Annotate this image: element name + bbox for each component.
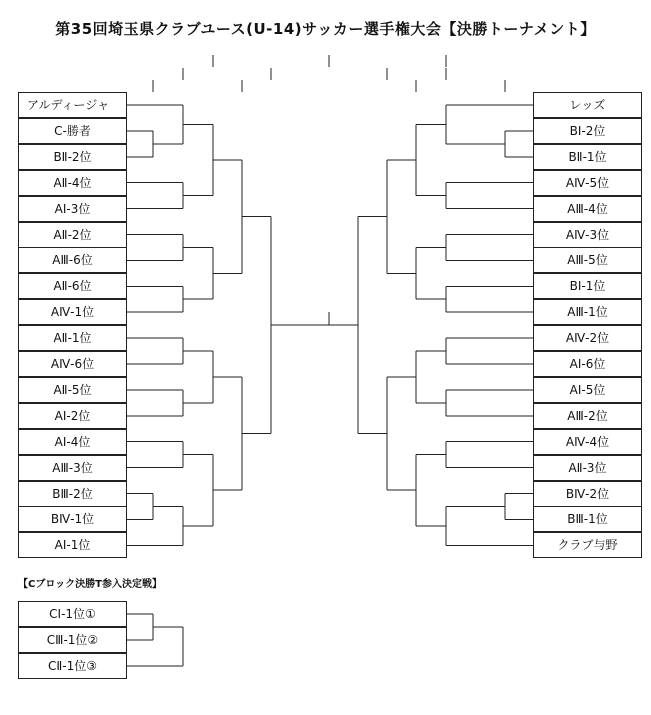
right-team-7: AⅢ-5位: [533, 247, 642, 273]
right-team-10: AⅣ-2位: [533, 325, 642, 351]
right-team-2: BⅠ-2位: [533, 118, 642, 144]
right-team-8: BⅠ-1位: [533, 273, 642, 299]
right-team-17: BⅢ-1位: [533, 506, 642, 532]
left-team-13: AⅠ-2位: [18, 403, 127, 429]
left-team-4: AⅡ-4位: [18, 170, 127, 196]
c-block-team-3: CⅡ-1位③: [18, 653, 127, 679]
left-team-11: AⅣ-6位: [18, 351, 127, 377]
c-block-heading: 【Cブロック決勝T参入決定戦】: [18, 579, 162, 590]
right-team-5: AⅢ-4位: [533, 196, 642, 222]
right-team-15: AⅡ-3位: [533, 455, 642, 481]
right-team-3: BⅡ-1位: [533, 144, 642, 170]
right-team-9: AⅢ-1位: [533, 299, 642, 325]
right-team-12: AⅠ-5位: [533, 377, 642, 403]
left-team-16: BⅢ-2位: [18, 481, 127, 507]
left-team-9: AⅣ-1位: [18, 299, 127, 325]
left-team-18: AⅠ-1位: [18, 532, 127, 558]
left-team-8: AⅡ-6位: [18, 273, 127, 299]
left-team-3: BⅡ-2位: [18, 144, 127, 170]
right-team-18: クラブ与野: [533, 532, 642, 558]
right-team-13: AⅢ-2位: [533, 403, 642, 429]
right-team-14: AⅣ-4位: [533, 429, 642, 455]
c-block-team-2: CⅢ-1位②: [18, 627, 127, 653]
right-team-6: AⅣ-3位: [533, 222, 642, 248]
left-team-2: C-勝者: [18, 118, 127, 144]
right-team-1: レッズ: [533, 92, 642, 118]
left-team-12: AⅡ-5位: [18, 377, 127, 403]
right-team-16: BⅣ-2位: [533, 481, 642, 507]
left-team-10: AⅡ-1位: [18, 325, 127, 351]
tournament-title: 第35回埼玉県クラブユース(U-14)サッカー選手権大会【決勝トーナメント】: [55, 20, 596, 38]
left-team-7: AⅢ-6位: [18, 247, 127, 273]
right-team-11: AⅠ-6位: [533, 351, 642, 377]
right-team-4: AⅣ-5位: [533, 170, 642, 196]
left-team-15: AⅢ-3位: [18, 455, 127, 481]
left-team-5: AⅠ-3位: [18, 196, 127, 222]
left-team-6: AⅡ-2位: [18, 222, 127, 248]
left-team-1: アルディージャ: [18, 92, 127, 118]
left-team-17: BⅣ-1位: [18, 506, 127, 532]
c-block-team-1: CⅠ-1位①: [18, 601, 127, 627]
left-team-14: AⅠ-4位: [18, 429, 127, 455]
